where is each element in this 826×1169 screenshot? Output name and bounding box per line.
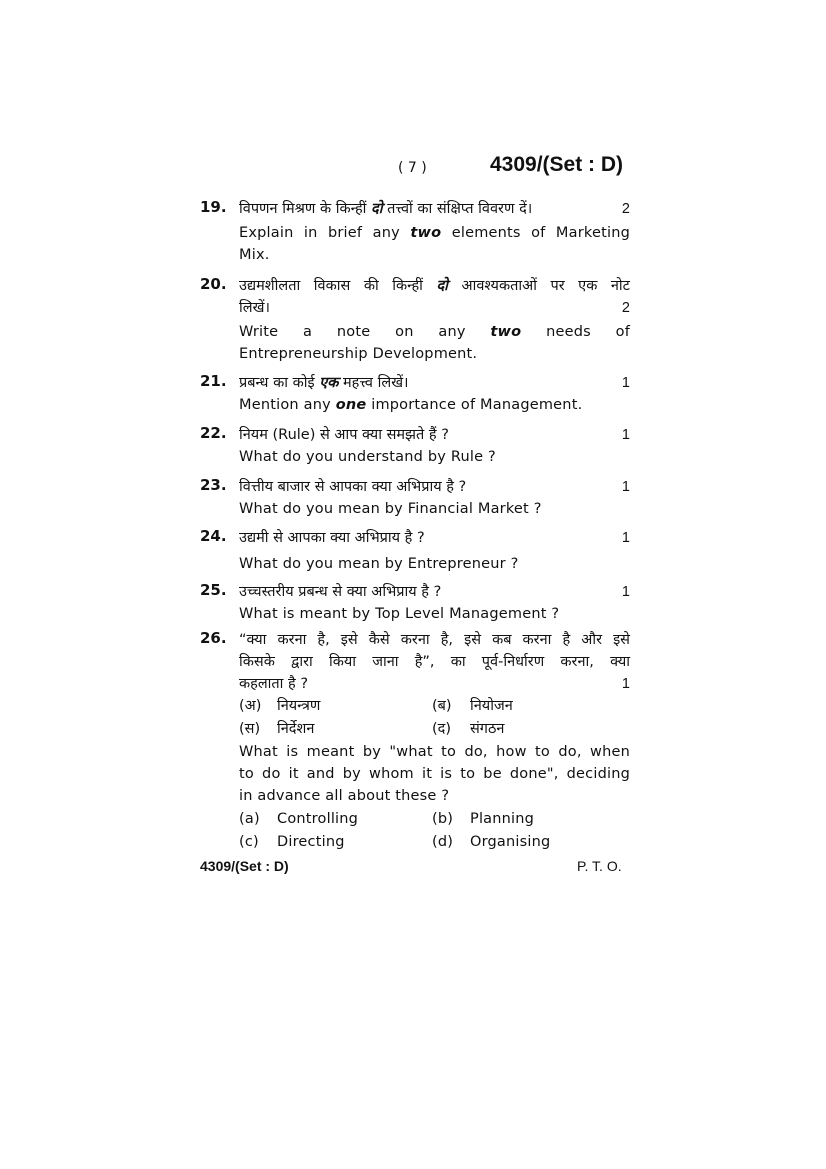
- option-a-hindi: (अ) नियन्त्रण: [239, 698, 321, 714]
- marks: 1: [621, 530, 630, 546]
- marks: 2: [621, 201, 630, 217]
- question-hindi: प्रबन्ध का कोई: [239, 375, 315, 391]
- question-number: 22.: [200, 424, 227, 442]
- question-english: What do you understand by Rule ?: [239, 449, 496, 465]
- emphasis: दो: [436, 278, 448, 294]
- question-english: What do you mean by Financial Market ?: [239, 501, 542, 517]
- paper-code-header: 4309/(Set : D): [490, 153, 624, 176]
- question-number: 25.: [200, 581, 227, 599]
- question-hindi: “क्या करना है, इसे कैसे करना है, इसे कब करना है और इसे: [239, 632, 630, 648]
- question-hindi: वित्तीय बाजार से आपका क्या अभिप्राय है ?: [239, 479, 467, 495]
- question-english: in advance all about these ?: [239, 788, 450, 804]
- please-turn-over: P. T. O.: [577, 858, 622, 874]
- marks: 1: [621, 375, 630, 391]
- option-c: (c) Directing: [239, 834, 345, 850]
- option-d: (d) Organising: [432, 834, 551, 850]
- emphasis: one: [335, 397, 367, 413]
- english-options-row: [239, 808, 630, 831]
- emphasis: दो: [371, 201, 383, 217]
- question-number: 21.: [200, 372, 227, 390]
- emphasis: एक: [319, 375, 339, 391]
- marks: 1: [621, 479, 630, 495]
- question-english: elements of Marketing: [451, 225, 630, 241]
- hindi-options-row: [239, 695, 630, 718]
- question-hindi: किसके द्वारा किया जाना है”, का पूर्व-निर्धारण करना, क्या: [239, 654, 630, 670]
- question-english: Mix.: [239, 247, 270, 263]
- question-english: Explain in brief any: [239, 225, 400, 241]
- question-hindi: लिखें।: [239, 300, 270, 316]
- question-english: What is meant by "what to do, how to do, when: [239, 744, 630, 760]
- question-hindi: नियम (Rule) से आप क्या समझते हैं ?: [239, 427, 449, 443]
- emphasis: two: [410, 225, 442, 241]
- question-hindi: कहलाता है ?: [239, 676, 309, 692]
- question-number: 23.: [200, 476, 227, 494]
- question-number: 20.: [200, 275, 227, 293]
- question-english: Mention any: [239, 397, 331, 413]
- question-english: needs of: [546, 324, 631, 340]
- question-english: What is meant by Top Level Management ?: [239, 606, 560, 622]
- question-number: 19.: [200, 198, 227, 216]
- hindi-options-row: [239, 718, 630, 741]
- question-english: Write a note on any: [239, 324, 466, 340]
- question-hindi: आवश्यकताओं पर एक नोट: [461, 278, 630, 294]
- question-hindi: विपणन मिश्रण के किन्हीं: [239, 201, 367, 217]
- marks: 2: [621, 300, 630, 316]
- question-hindi: तत्त्वों का संक्षिप्त विवरण दें।: [387, 201, 533, 217]
- option-a: (a) Controlling: [239, 811, 359, 827]
- question-number: 26.: [200, 629, 227, 647]
- marks: 1: [621, 676, 630, 692]
- question-english: Entrepreneurship Development.: [239, 346, 478, 362]
- option-b: (b) Planning: [432, 811, 535, 827]
- question-hindi: उच्चस्तरीय प्रबन्ध से क्या अभिप्राय है ?: [239, 584, 442, 600]
- marks: 1: [621, 584, 630, 600]
- option-d-hindi: (द) संगठन: [432, 721, 505, 737]
- question-english: What do you mean by Entrepreneur ?: [239, 556, 519, 572]
- option-b-hindi: (ब) नियोजन: [432, 698, 513, 714]
- question-hindi: उद्यमशीलता विकास की किन्हीं: [239, 278, 423, 294]
- question-hindi: उद्यमी से आपका क्या अभिप्राय है ?: [239, 530, 425, 546]
- emphasis: two: [490, 324, 522, 340]
- question-number: 24.: [200, 527, 227, 545]
- english-options-row: [239, 831, 630, 854]
- question-hindi: महत्त्व लिखें।: [342, 375, 409, 391]
- marks: 1: [621, 427, 630, 443]
- question-english: to do it and by whom it is to be done", deciding: [239, 766, 630, 782]
- question-english: importance of Management.: [371, 397, 583, 413]
- option-c-hindi: (स) निर्देशन: [239, 721, 315, 737]
- page-number: ( 7 ): [398, 160, 427, 176]
- paper-code-footer: 4309/(Set : D): [200, 858, 289, 874]
